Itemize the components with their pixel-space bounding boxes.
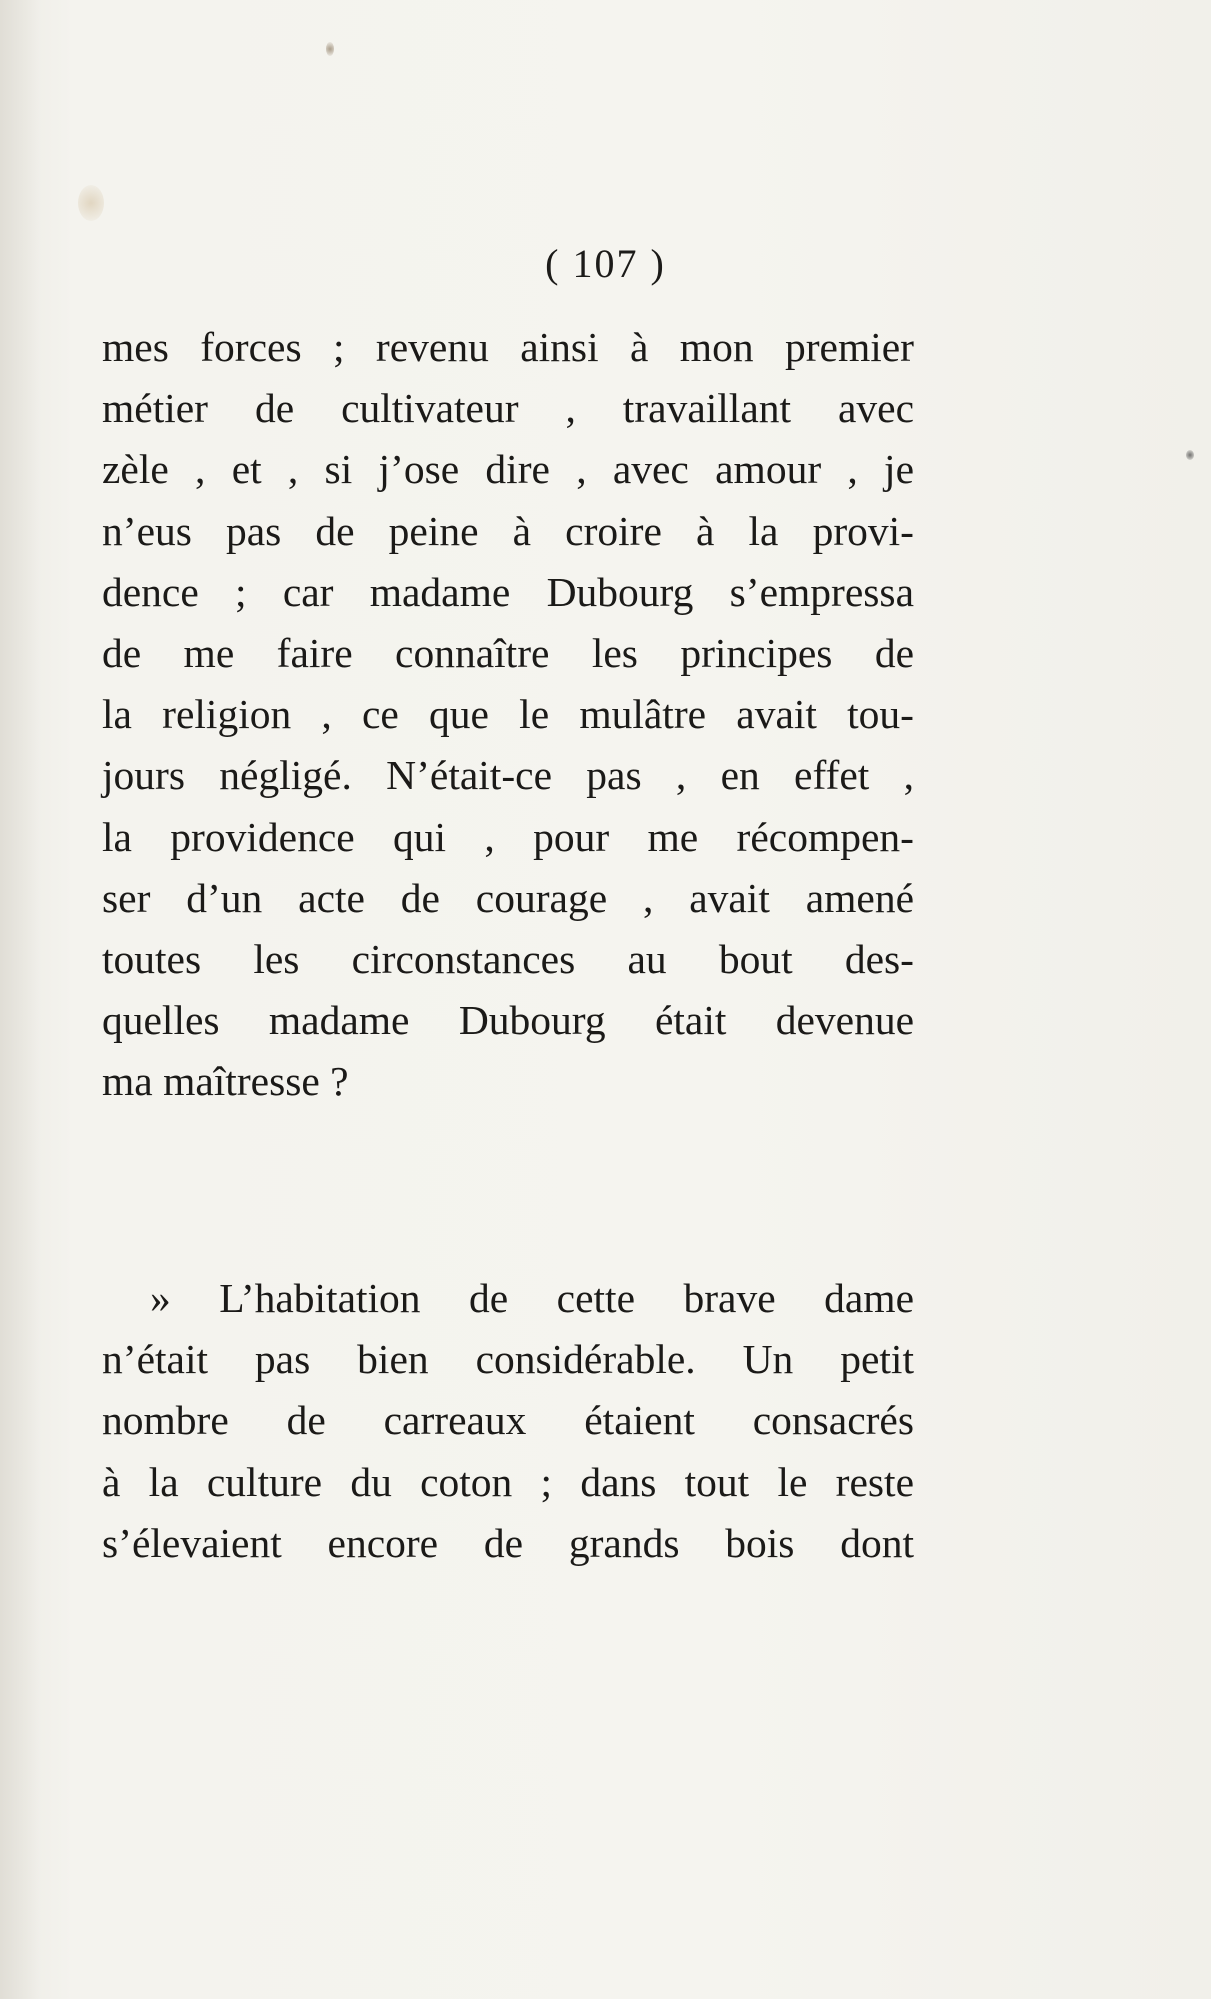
paragraph-1: [102, 317, 914, 1113]
ink-speck: [326, 42, 334, 56]
text-line: nombre de carreaux étaient consacrés: [102, 1397, 914, 1444]
text-line: s’élevaient encore de grands bois dont: [102, 1519, 914, 1566]
text-line: quelles madame Dubourg était devenue: [102, 997, 914, 1044]
text-line: dence ; car madame Dubourg s’empressa: [102, 568, 914, 615]
text-line: n’était pas bien considérable. Un petit: [102, 1336, 914, 1383]
text-line: de me faire connaître les principes de: [102, 630, 914, 677]
text-line: » L’habitation de cette brave dame: [150, 1275, 914, 1321]
text-line: à la culture du coton ; dans tout le reste: [102, 1458, 914, 1505]
text-line: ser d’un acte de courage , avait amené: [102, 874, 914, 921]
text-line: n’eus pas de peine à croire à la provi-: [102, 507, 914, 554]
text-line: métier de cultivateur , travaillant avec: [102, 385, 914, 432]
page-edge-shadow: [0, 0, 40, 1999]
paragraph-2: [102, 1268, 914, 1574]
text-line: mes forces ; revenu ainsi à mon premier: [102, 324, 914, 370]
text-line: ma maîtresse ?: [102, 1058, 349, 1105]
text-line: toutes les circonstances au bout des-: [102, 936, 914, 983]
ink-speck: [1186, 450, 1194, 460]
foxing-stain: [78, 185, 104, 221]
text-line: zèle , et , si j’ose dire , avec amour , je: [102, 446, 914, 493]
text-line: jours négligé. N’était-ce pas , en effet ,: [102, 752, 914, 799]
text-line: la religion , ce que le mulâtre avait tou-: [102, 691, 914, 738]
page-number: ( 107 ): [545, 241, 666, 286]
text-line: la providence qui , pour me récompen-: [102, 813, 914, 860]
